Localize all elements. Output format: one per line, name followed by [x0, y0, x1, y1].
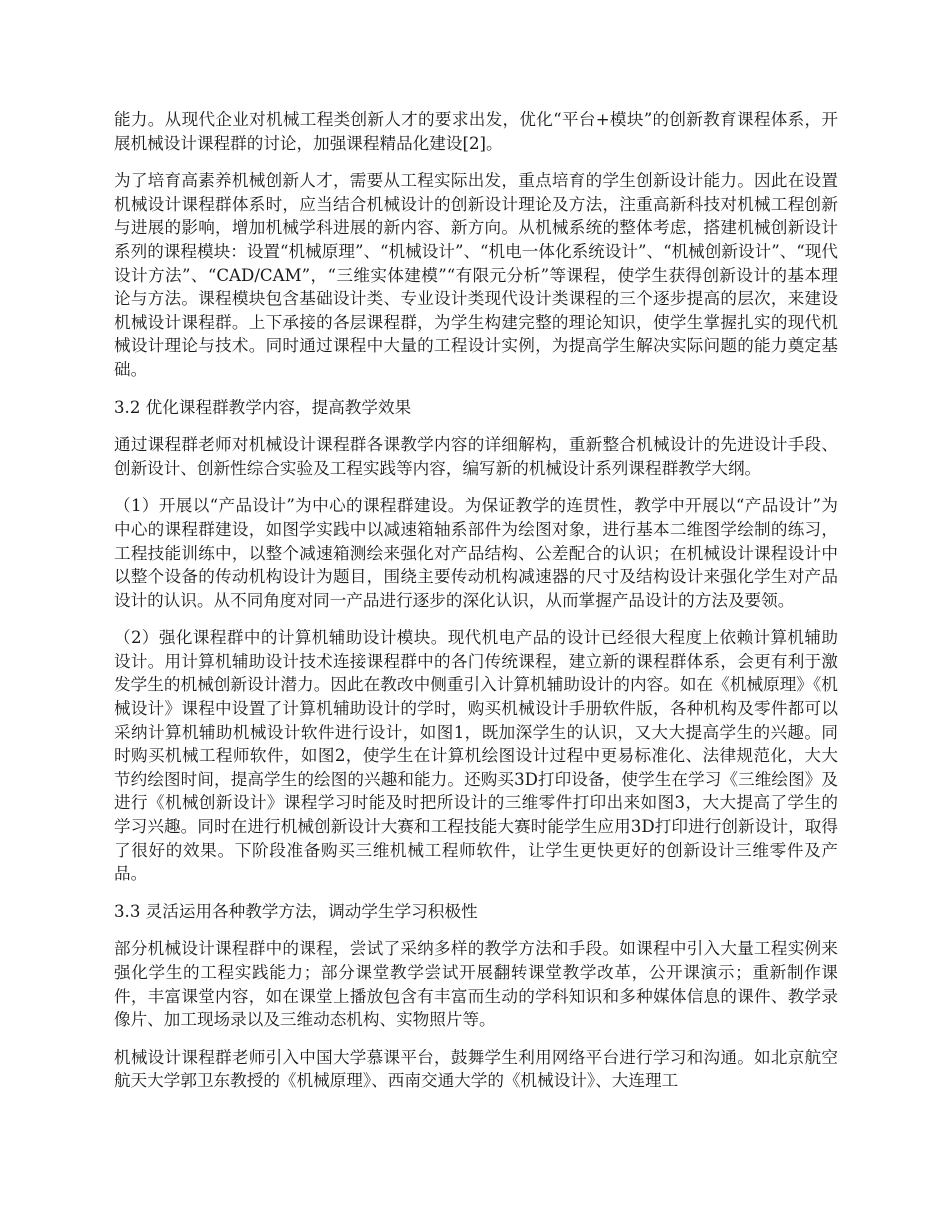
paragraph-product-design: （1）开展以“产品设计”为中心的课程群建设。为保证教学的连贯性，教学中开展以“产品设计”为中心的课程群建设，如图学实践中以减速箱轴系部件为绘图对象，进行基本二维图学绘制的练习，工程技能训练中，以整个减速箱测绘来强化对产品结构、公差配合的认识；在机械设计课程设计中以整个设备的传动机构设计为题目，围绕主要传动机构减速器的尺寸及结构设计来强化学生对产品设计的认识。从不同角度对同一产品进行逐步的深化认识，从而掌握产品设计的方法及要领。	[114, 496, 838, 610]
paragraph-cad-module: （2）强化课程群中的计算机辅助设计模块。现代机电产品的设计已经很大程度上依赖计算机辅助设计。用计算机辅助设计技术连接课程群中的各门传统课程，建立新的课程群体系，会更有利于激发学生的机械创新设计潜力。因此在教改中侧重引入计算机辅助设计的内容。如在《机械原理》《机械设计》课程中设置了计算机辅助设计的学时，购买机械设计手册软件版，各种机构及零件都可以采纳计算机辅助机械设计软件进行设计，如图1，既加深学生的认识，又大大提高学生的兴趣。同时购买机械工程师软件，如图2，使学生在计算机绘图设计过程中更易标准化、法律规范化，大大节约绘图时间，提高学生的绘图的兴趣和能力。还购买3D打印设备，使学生在学习《三维绘图》及进行《机械创新设计》课程学习时能及时把所设计的三维零件打印出来如图3，大大提高了学生的学习兴趣。同时在进行机械创新设计大赛和工程技能大赛时能学生应用3D打印进行创新设计，取得了很好的效果。下阶段准备购买三维机械工程师软件，让学生更快更好的创新设计三维零件及产品。	[114, 628, 838, 884]
section-heading-3-2: 3.2 优化课程群教学内容，提高教学效果	[114, 397, 412, 417]
document-page	[114, 108, 838, 1107]
paragraph-course-system-intro: 能力。从现代企业对机械工程类创新人才的要求出发，优化“平台+模块”的创新教育课程体系，开展机械设计课程群的讨论，加强课程精品化建设[2]。	[114, 110, 838, 153]
paragraph-innovative-talent: 为了培育高素养机械创新人才，需要从工程实际出发，重点培育的学生创新设计能力。因此在设置机械设计课程群体系时，应当结合机械设计的创新设计理论及方法，注重高新科技对机械工程创新与进展的影响，增加机械学科进展的新内容、新方向。从机械系统的整体考虑，搭建机械创新设计系列的课程模块：设置“机械原理”、“机械设计”、“机电一体化系统设计”、“机械创新设计”、“现代设计方法”、“CAD/CAM”，“三维实体建模”“有限元分析”等课程，使学生获得创新设计的基本理论与方法。课程模块包含基础设计类、专业设计类现代设计类课程的三个逐步提高的层次，来建设机械设计课程群。上下承接的各层课程群，为学生构建完整的理论知识，使学生掌握扎实的现代机械设计理论与技术。同时通过课程中大量的工程设计实例，为提高学生解决实际问题的能力奠定基础。	[114, 171, 838, 379]
paragraph-teaching-content: 通过课程群老师对机械设计课程群各课教学内容的详细解构，重新整合机械设计的先进设计手段、创新设计、创新性综合实验及工程实践等内容，编写新的机械设计系列课程群教学大纲。	[114, 435, 838, 478]
paragraph-teaching-methods: 部分机械设计课程群中的课程，尝试了采纳多样的教学方法和手段。如课程中引入大量工程实例来强化学生的工程实践能力；部分课堂教学尝试开展翻转课堂教学改革，公开课演示；重新制作课件，丰富课堂内容，如在课堂上播放包含有丰富而生动的学科知识和多种媒体信息的课件、教学录像片、加工现场录以及三维动态机构、实物照片等。	[114, 939, 838, 1030]
paragraph-mooc-platform: 机械设计课程群老师引入中国大学慕课平台，鼓舞学生利用网络平台进行学习和沟通。如北京航空航天大学郭卫东教授的《机械原理》、西南交通大学的《机械设计》、大连理工	[114, 1047, 838, 1091]
section-heading-3-3: 3.3 灵活运用各种教学方法，调动学生学习积极性	[114, 901, 478, 921]
